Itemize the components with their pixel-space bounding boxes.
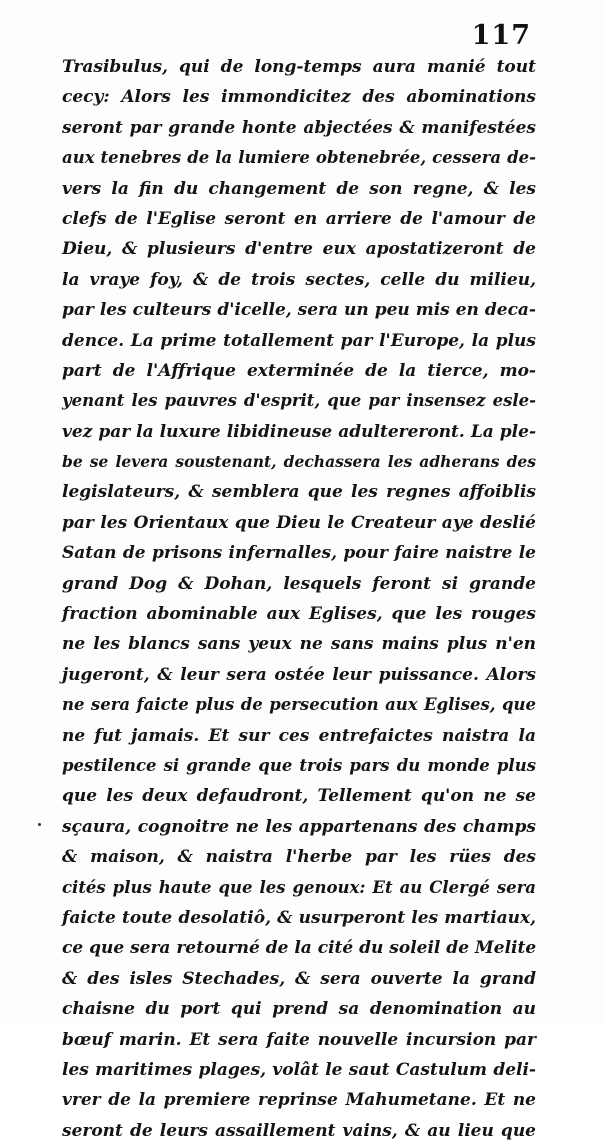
text-line: sçaura, cognoitre ne les appartenans des champs bbox=[62, 816, 536, 837]
text-line: ne fut jamais. Et sur ces entrefaictes naistra la bbox=[62, 725, 536, 746]
text-line: Satan de prisons infernalles, pour faire naistre le bbox=[62, 543, 536, 564]
text-line: clefs de l'Eglise seront en arriere de l'amour de bbox=[62, 208, 536, 229]
text-line: pestilence si grande que trois pars du monde plus bbox=[62, 755, 536, 775]
text-line: vers la fin du changement de son regne, & les bbox=[62, 178, 536, 199]
text-line: Trasibulus, qui de long-temps aura manié tout bbox=[62, 57, 536, 77]
body-text bbox=[62, 52, 536, 1146]
text-line: grand Dog & Dohan, lesquels feront si grande bbox=[62, 573, 536, 594]
text-line: Dieu, & plusieurs d'entre eux apostatizeront de bbox=[62, 239, 536, 260]
text-line: vez par la luxure libidineuse adultereront. La ple- bbox=[62, 421, 536, 442]
text-line: les maritimes plages, volât le saut Castulum deli- bbox=[62, 1059, 536, 1080]
page-number: 117 bbox=[471, 20, 531, 51]
text-line: & des isles Stechades, & sera ouverte la grand bbox=[62, 968, 536, 989]
text-line: dence. La prime totallement par l'Europe, la plus bbox=[62, 330, 536, 351]
text-line: cecy: Alors les immondicitez des abominations bbox=[62, 87, 536, 108]
text-line: yenant les pauvres d'esprit, que par insensez esle- bbox=[62, 391, 536, 411]
text-line: ce que sera retourné de la cité du soleil de Melite bbox=[62, 938, 537, 959]
text-line: aux tenebres de la lumiere obtenebrée, cessera de- bbox=[62, 148, 536, 168]
text-line: & maison, & naistra l'herbe par les rües des bbox=[62, 847, 536, 868]
text-line: par les Orientaux que Dieu le Createur aye deslié bbox=[62, 512, 536, 533]
text-line: la vraye foy, & de trois sectes, celle du milieu, bbox=[62, 269, 536, 290]
text-line: cités plus haute que les genoux: Et au Clergé sera bbox=[62, 877, 536, 897]
text-line: legislateurs, & semblera que les regnes affoiblis bbox=[62, 482, 536, 503]
text-line: part de l'Affrique exterminée de la tierce, mo- bbox=[62, 360, 536, 381]
text-line: que les deux defaudront, Tellement qu'on ne se bbox=[62, 786, 536, 807]
text-line: par les culteurs d'icelle, sera un peu mis en deca- bbox=[62, 300, 536, 321]
text-line: fraction abominable aux Eglises, que les rouges bbox=[62, 604, 536, 625]
text-line: seront par grande honte abjectées & manifestées bbox=[62, 117, 536, 138]
text-line: ne sera faicte plus de persecution aux Eglises, que bbox=[62, 695, 536, 715]
text-line: chaisne du port qui prend sa denomination au bbox=[62, 999, 536, 1020]
text-line: faicte toute desolatiô, & usurperont les martiaux, bbox=[62, 907, 536, 928]
text-line: seront de leurs assaillement vains, & au lieu que bbox=[62, 1120, 536, 1141]
text-line: ne les blancs sans yeux ne sans mains plus n'en bbox=[62, 634, 536, 655]
text-line: jugeront, & leur sera ostée leur puissance. Alors bbox=[62, 664, 536, 685]
text-line: be se levera soustenant, dechassera les adherans des bbox=[62, 452, 536, 472]
ink-speck bbox=[38, 823, 41, 826]
text-line: bœuf marin. Et sera faite nouvelle incursion par bbox=[62, 1029, 536, 1050]
text-line: vrer de la premiere reprinse Mahumetane. Et ne bbox=[62, 1090, 536, 1111]
